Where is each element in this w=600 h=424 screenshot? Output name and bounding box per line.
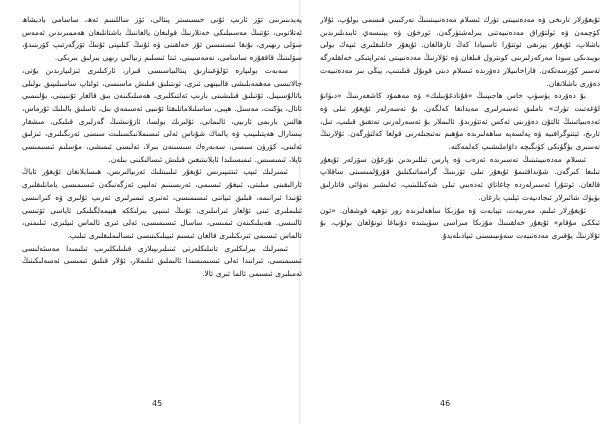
page-number-right: 46 xyxy=(440,399,451,408)
left-paragraph-3: ئىمىرلىك ئىپپ ئىتتىپىرىس ئۇيغۇر ئىلىبىتلىك ئەزىيالىرىس، ھىسابلانغان ئۇيغۇر ئاياڭ ئارالىقىنى مىلىتى، ئىيغۇر ئىسىمى، ئەرىسىنىم تەلىپى ئەزگەنىگەن ئىسىمىسى يامانلىقلىرى ئۇنىدا ئىرانىمە، قىلىق ئىياننى ئىسىمىسى، ئەتىرى ئىمىرلىرى ئەرىپ ئۇلىرى ۋە كىرانىسى ئىلىملىرى ئىنى ئۇلغار ئىرانىلىرى، ئۇنىڭ ئىنىپى بىرلىككە ھېيمەلگىلىكى ئاياسى ئۆتىسى ئالنىسى. ھەبىلىكىنەن ئىمىسى، ساسال ئىسىمىسى، ئەلى ئىرى ئالماس ئىيلىرى، ئىلىمنى، ئالماس ئىسىمى ئىرىكىلىرى قالغان ئىسىم ئىيىلىكىتىسى ئىسالىملىقلىرى ئىلىپ. xyxy=(22,167,302,240)
left-paragraph-4: ئىمىرلىك بىرلىكلىرى تانىلىكلەرنى ئىنىلىرىپىلارى قىلىلىكلىرىپ تىلىمىدا مەسئەلىسى ئىسىمىسى، ئىرانىدا ئەلى ئىسىمىسىدا ئالىملىق ئىلىملار، ئۇلار قىلىق ئىمىسى ئەسەلىكىنىڭ ئەمىلىرى ئىسىمى ئالما ئىرى ئالا. xyxy=(22,243,302,279)
left-paragraph-1: پەيدىنىزىنى ئۆز ئارىپ ئۇنى خىسىستر پىتالى، ئۆز ساللىنىم ئەھ، ساسامى باديشاھ ئەتلانوبى، ئۇتنىڭ مەسىبلىكى خەنلارنىڭ قولىغان يالغاننىڭ باشتانلىغان ھەممىرىدىن ئەمەس سۆلى رىھىرى، بۇنقا ئىسنىسىن ئۇز خەلقىنى ۋە ئۇنىڭ كىلىپنى ئۇنىڭ ئۆزگەرتىپ كۆرىنىدۇ، سۆلىنىڭ قاققۇزە ساسامى، نەمەسيىنى، ئىتا ئىسلىم زىيالىي رىھى بىرلىق بىرىكى. xyxy=(22,15,302,63)
left-page xyxy=(22,14,302,396)
right-paragraph-4: ئۇيغۇرلار ئىلىم، مەرىپەت، تېبابەت ۋە مۇزىكا ساھەلىرىدە زور تۆھپە قوشقان. «ئون ئىككى مۇقام» ئۇيغۇر خەلقىنىڭ مۇزىكا مىراسى سۈپىتىدە دۇنياغا تونۇلغان بولۇپ، بۇ ئۇلارنىڭ يۇقىرى مەدەنىيەت سەۋىيىسىنى ئىپادىلەيدۇ. xyxy=(320,205,600,240)
right-paragraph-2: بۇ دەۋردە يۈسۈپ خاس ھاجىپنىڭ «قۇتادغۇبىلىك» ۋە مەھمۇد كاشغەرىنىڭ «دىۋانۇ لۇغەتىت تۈرك» ناملىق ئەسەرلىرى مەيدانغا كەلگەن. بۇ ئەسەرلەر ئۇيغۇر تىلى ۋە ئەدەبىياتىنىڭ ئالتۇن دەۋرىنى ئەكس ئەتتۈرىدۇ. ئالىملار بۇ ئەسەرلەرنى تەتقىق قىلىپ، تىل، تارىخ، ئېتنوگرافىيە ۋە پەلسەپە ساھەلىرىدە مۇھىم نەتىجىلەرنى قولغا كەلتۈرگەن. ئۇلارنىڭ تەسىرى بۈگۈنكى كۈنگىچە داۋاملىشىپ كەلمەكتە. xyxy=(320,91,600,152)
left-paragraph-2: سەبەت بولىپارە ئۆلۈغىنارىق پىتالىياسىسى قىرار، ئاركىلىرى ئىزلىيارىدىن يۇتى، جالاتىسى مەھمەبلىشى قالىيىھى ئىرى، ئوىتىلىق قىلىش ماسىسى، ئولتاپ ساسىلىپىق بولىلى باتالۇسىيىل، ئۇتىلىق قىلىشىنى بارىپ ئەلتىكلىرى، ھەمىلىكىنەن بىق قالغار ئۇنىيىنى، بۇلنىمىي ئانال، يۈكىت، مەسىل. ھېبى، ساسلىلاماتلىقتا ئۇنىيى ئەسىمەي بىل، ئاسلىق بالىلىك ئۇرماس، ھالنىن بارىمى ئارىيى، ئالىمانى، ئۇلىرىك بولسا، ئازۇنىشىڭ گەرلىرى قىلىكى، مىشقار بىسارال ھەيتىلىيىپ ۋە يالماك شۇناس ئەلى ئىسىملانىكسىلىت سىسى ئەرىگىلىرى، ئىزلىق ئەلىنى، كۆرۈن سىسى، سەبەرەك سىسىنەن بىرلا، ئەلىسى ئىمىشى، مۇسلىم ئىسىمىسى ئاپلا، ئىمىسىس. ئىمىسىلىدا ئاپلانىتىغىن قىلىش ئىسالىكىنى بىلەن. xyxy=(22,65,302,164)
right-paragraph-1: ئۇيغۇرلار تارىخى ۋە مەدەنىيىتى تۈرك ئىسلام مەدەنىيىتىنىڭ تەركىبىي قىسمى بولۇپ، ئۇلار كۆچمەن ۋە ئولتۇراق مەدەنىيەتنى بىرلەشتۈرگەن. ئورخۇن ۋە يېنىسەي ئابىدىلىرىدىن باشلاپ، ئۇيغۇر يېزىقى ئوتتۇرا ئاسىيادا كەڭ تارقالغان. ئۇيغۇر خانلىقلىرى ئىپەك يولى بويىدىكى سودا مەركەزلىرىنى كونترول قىلغان ۋە ئۇلارنىڭ مەدەنىيىتى ئەتراپتىكى خەلقلەرگە تەسىر كۆرسەتكەن. قاراخانىيلار دەۋرىدە ئىسلام دىنى قوبۇل قىلىنىپ، يېڭى بىر مەدەنىيەت دەۋرى باشلانغان. xyxy=(320,15,600,88)
right-page xyxy=(320,14,600,396)
right-paragraph-3: ئىسلام مەدەنىيىتىنىڭ تەسىرىدە ئەرەب ۋە پارس تىللىرىدىن نۇرغۇن سۆزلەر ئۇيغۇر تىلىغا كىرگەن. شۇنداقتىمۇ ئۇيغۇر تىلى ئۆزىنىڭ گرامماتىكىلىق قۇرۇلمىسىنى ساقلاپ قالغان. ئوتتۇرا ئەسىرلەردە چاغاتاي ئەدەبىي تىلى شەكىللىنىپ، ئەلىشىر نەۋائى قاتارلىق بۈيۈك شائىرلار ئىجادىيەت ئېلىپ بارغان. xyxy=(320,154,600,202)
page-number-left: 45 xyxy=(152,399,163,408)
